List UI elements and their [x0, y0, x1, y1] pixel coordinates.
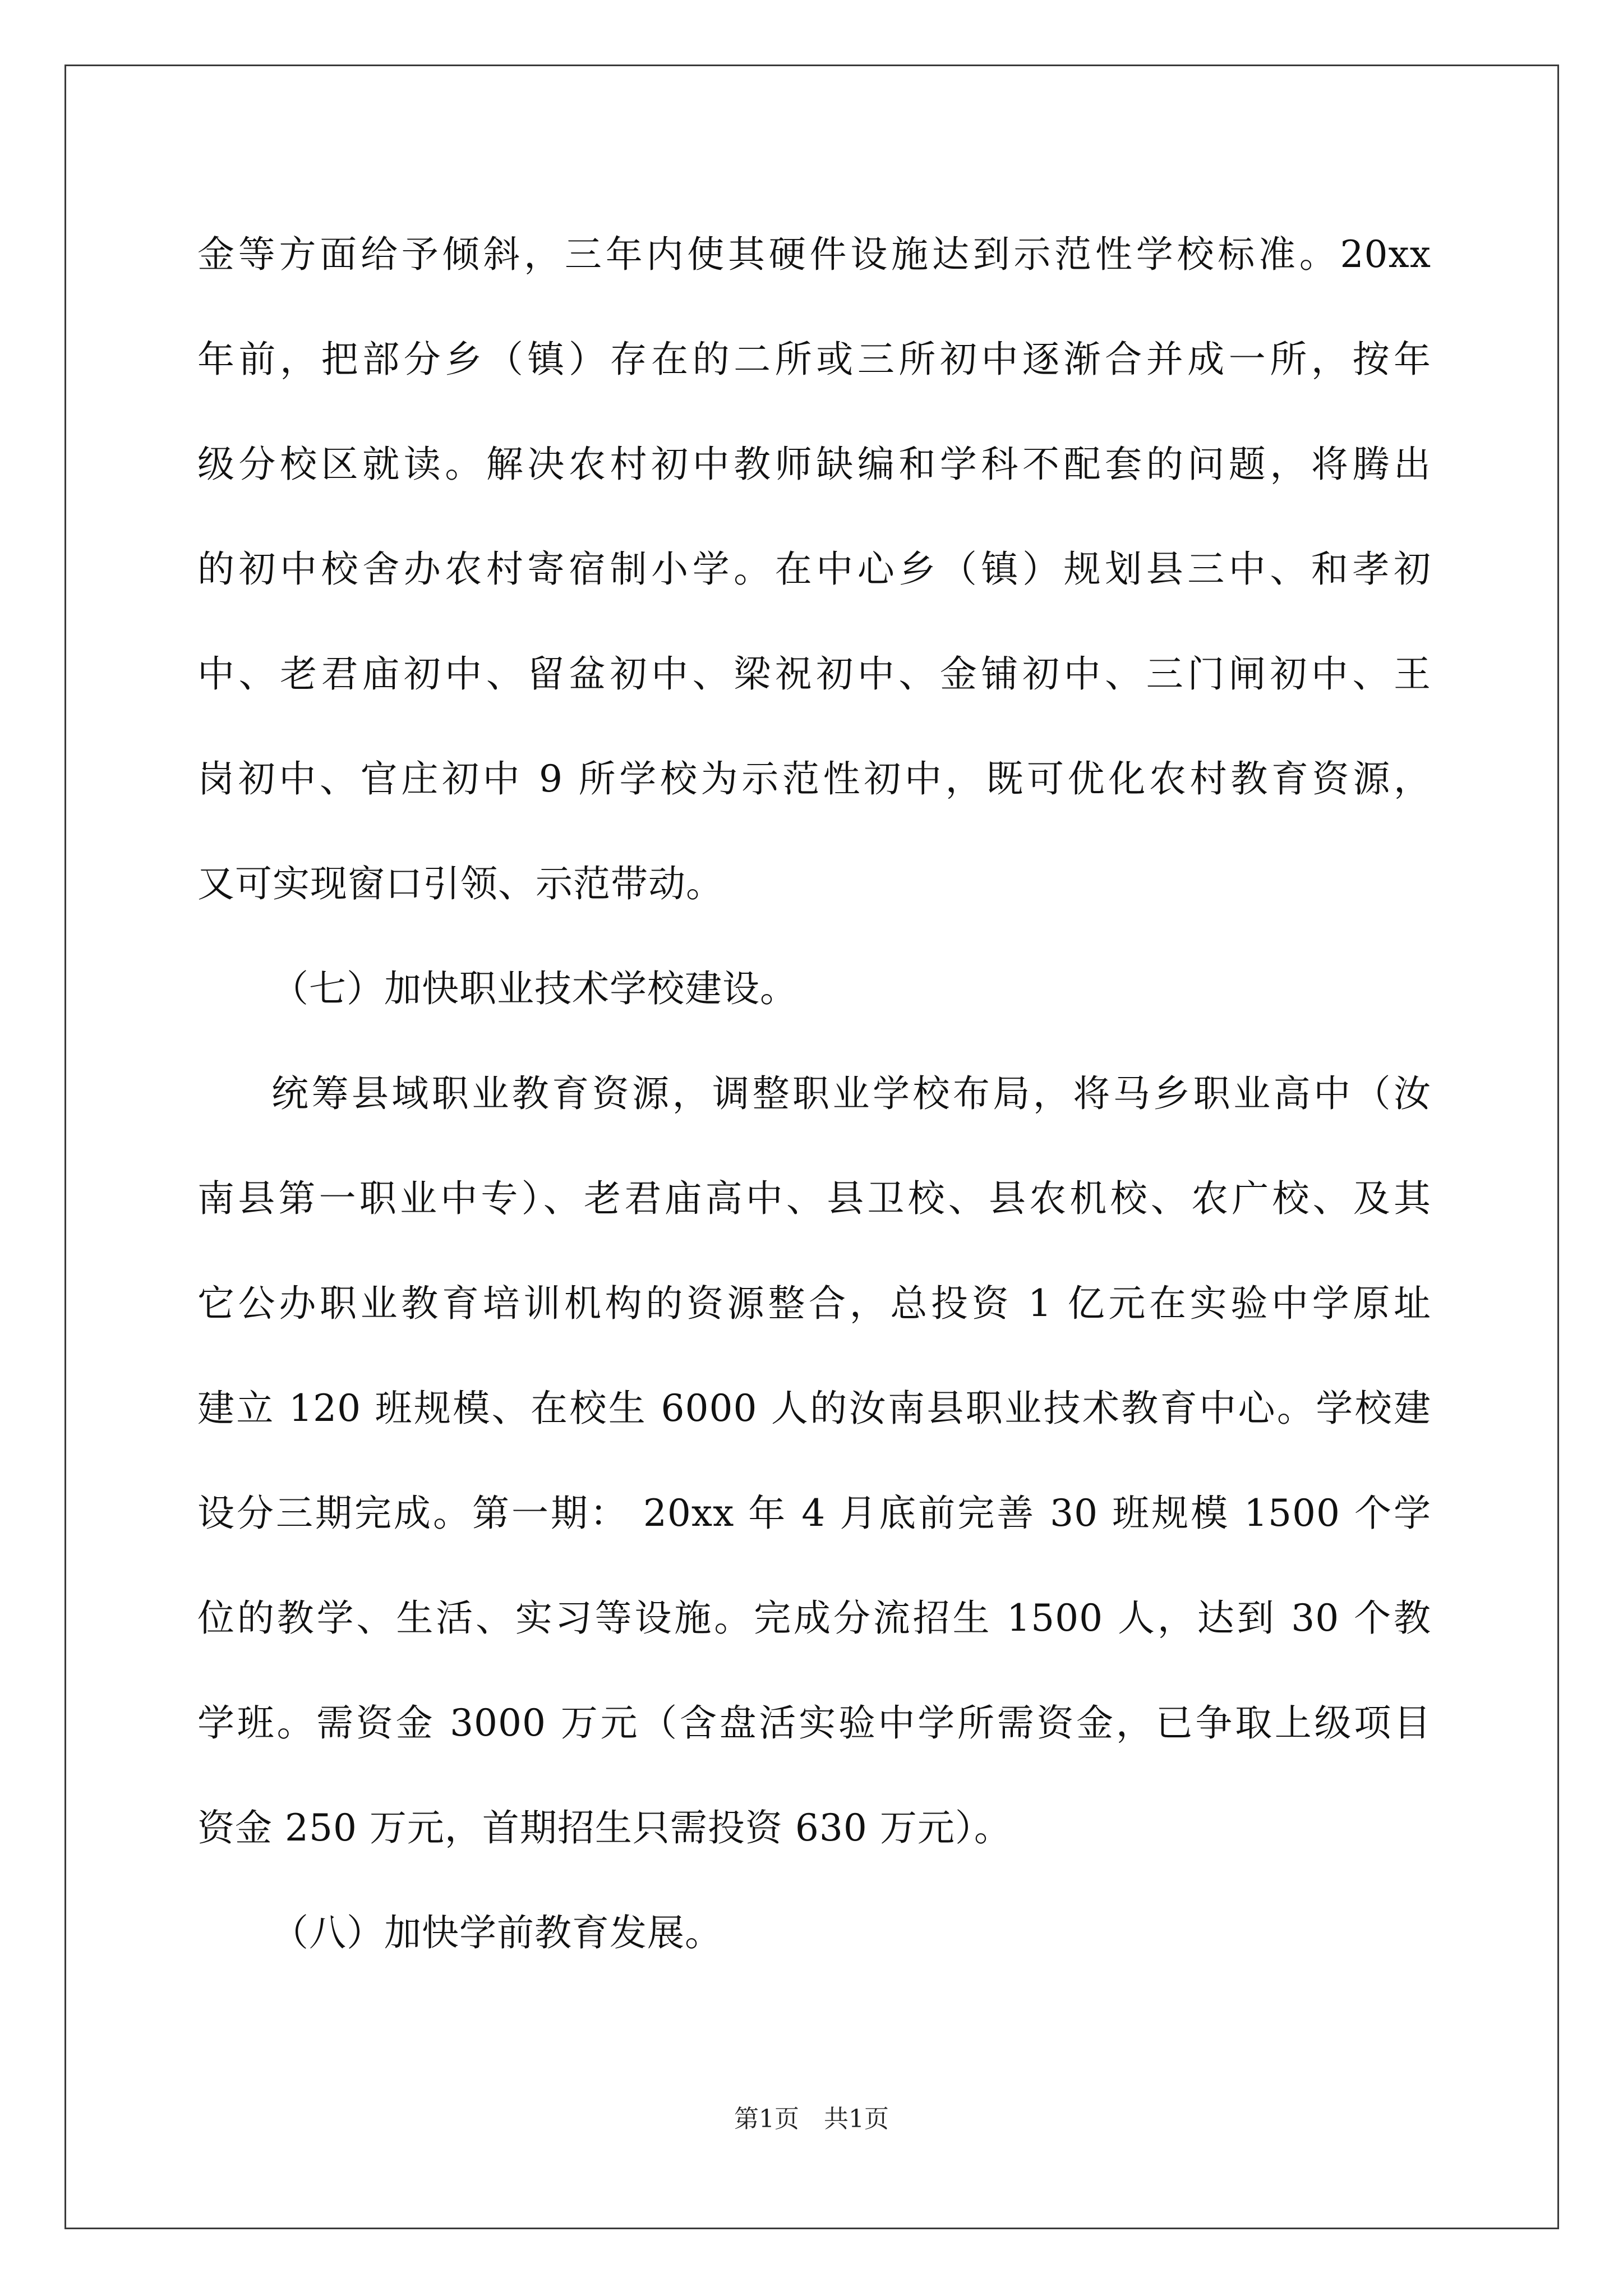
text-line: 学班。需资金 3000 万元（含盘活实验中学所需资金，已争取上级项目: [197, 1701, 1431, 1745]
text-line: 金等方面给予倾斜，三年内使其硬件设施达到示范性学校标准。20xx: [197, 233, 1431, 276]
text-line: 又可实现窗口引领、示范带动。: [197, 862, 723, 905]
text-line: 年前，把部分乡（镇）存在的二所或三所初中逐渐合并成一所，按年: [197, 338, 1431, 381]
section-heading: （八）加快学前教育发展。: [271, 1911, 722, 1954]
text-line: 的初中校舍办农村寄宿制小学。在中心乡（镇）规划县三中、和孝初: [197, 547, 1431, 591]
text-line: 它公办职业教育培训机构的资源整合，总投资 1 亿元在实验中学原址: [197, 1282, 1431, 1325]
text-line: 位的教学、生活、实习等设施。完成分流招生 1500 人，达到 30 个教: [197, 1596, 1431, 1640]
text-line: 岗初中、官庄初中 9 所学校为示范性初中，既可优化农村教育资源，: [197, 757, 1431, 800]
text-line: 统筹县域职业教育资源，调整职业学校布局，将马乡职业高中（汝: [271, 1072, 1431, 1115]
text-line: 级分校区就读。解决农村初中教师缺编和学科不配套的问题，将腾出: [197, 443, 1431, 486]
section-heading: （七）加快职业技术学校建设。: [271, 967, 797, 1010]
text-line: 南县第一职业中专）、老君庙高中、县卫校、县农机校、农广校、及其: [197, 1177, 1431, 1220]
text-line: 设分三期完成。第一期： 20xx 年 4 月底前完善 30 班规模 1500 个学: [197, 1492, 1431, 1535]
text-line: 建立 120 班规模、在校生 6000 人的汝南县职业技术教育中心。学校建: [197, 1387, 1431, 1430]
text-line: 中、老君庙初中、留盆初中、梁祝初中、金铺初中、三门闸初中、王: [197, 652, 1431, 696]
text-line: 资金 250 万元，首期招生只需投资 630 万元）。: [197, 1806, 1012, 1849]
page-footer: 第1页 共1页: [734, 2105, 889, 2133]
document-body: [197, 202, 1431, 1985]
